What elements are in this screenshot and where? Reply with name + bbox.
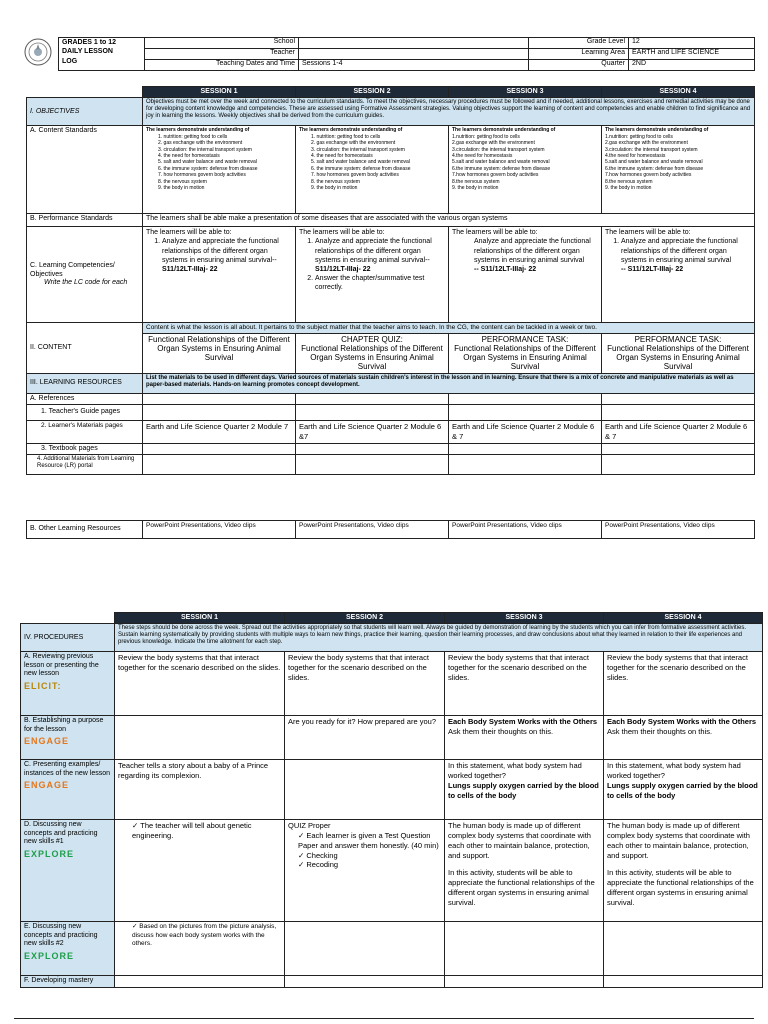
cs-item: 9. the body in motion xyxy=(311,184,358,191)
cs-item: 7. how hormones govern body activities xyxy=(158,172,246,179)
lc-text: Analyze and appreciate the functional relationships of the different organ systems in ensuring animal survival-- xyxy=(162,238,279,264)
header-table xyxy=(58,37,755,71)
proc-b-s2: Are you ready for it? How prepared are you? xyxy=(285,716,445,760)
content-s3 xyxy=(449,333,602,373)
dates-value[interactable]: Sessions 1-4 xyxy=(299,60,529,71)
cs-item: 9. the body in motion xyxy=(605,184,652,191)
teacher-value[interactable] xyxy=(299,49,529,60)
proc-c-s4-question: In this statement, what body system had worked together? xyxy=(607,761,741,781)
session-header-4: SESSION 4 xyxy=(602,87,755,98)
competencies-s4 xyxy=(602,227,755,323)
resources-note: List the materials to be used in different days. Varied sources of materials sustain children's interest in the lesson and in learning. Ensure that there is a mix of concrete and manipulative materials as well as paper-based materials. Hands-on learning promotes concept development. xyxy=(143,373,755,393)
lm-s2: Earth and Life Science Quarter 2 Module 6 &7 xyxy=(296,421,449,444)
objectives-label: I. OBJECTIVES xyxy=(27,98,143,126)
cs-item: 4. the need for homeostasis xyxy=(311,152,373,159)
procedures-note: These steps should be done across the week. Spread out the activities appropriately so that students will learn well. Always be guided by demonstration of learning by the students which you can infer from formative assessment activities. Sustain learning systematically by providing students with multiple ways to learn new things, practice their learning, question their learning processes, and draw conclusions about what they learned in relation to their life experiences and previous knowledge. Indicate the time allotment for each step. xyxy=(115,624,763,652)
bottom-rule xyxy=(14,1018,754,1019)
proc-b-s3-text: Ask them their thoughts on this. xyxy=(448,727,554,737)
cs-item: 9. the body in motion xyxy=(452,184,499,191)
other-resources-s1: PowerPoint Presentations, Video clips xyxy=(143,521,296,539)
header-log: LOG xyxy=(62,57,78,65)
proc-b-s4 xyxy=(604,716,763,760)
lm-s4: Earth and Life Science Quarter 2 Module 6 & 7 xyxy=(602,421,755,444)
cs-item: 3. circulation: the internal transport system xyxy=(158,146,252,153)
procedures-label: IV. PROCEDURES xyxy=(21,624,115,652)
header-dll: DAILY LESSON xyxy=(62,48,113,56)
proc-d-s1 xyxy=(115,820,285,922)
content-title: CHAPTER QUIZ: xyxy=(341,334,403,344)
proc-d-label-cell xyxy=(21,820,115,922)
phase-engage: ENGAGE xyxy=(24,736,70,747)
proc-b-s4-text: Ask them their thoughts on this. xyxy=(607,727,713,737)
cs-item: 5. salt and water balance and waste removal xyxy=(311,159,410,166)
phase-explore: EXPLORE xyxy=(24,848,75,859)
proc-c-label: C. Presenting examples/ instances of the new lesson xyxy=(24,761,110,777)
session-header-2: SESSION 2 xyxy=(296,87,449,98)
proc-e-s1-item: ✓ Based on the pictures from the picture analysis, discuss how each body system works with the others. xyxy=(132,923,281,948)
content-title: PERFORMANCE TASK: xyxy=(634,334,722,344)
proc-c-s3 xyxy=(445,760,604,820)
content-note: Content is what the lesson is all about. It pertains to the subject matter that the teacher aims to teach. In the CG, the content can be tackled in a week or two. xyxy=(143,323,755,333)
lc-text: Analyze and appreciate the functional relationships of the different organ systems in ensuring animal survival-- xyxy=(315,238,432,264)
other-resources-s4: PowerPoint Presentations, Video clips xyxy=(602,521,755,539)
objectives-table xyxy=(26,86,755,475)
cs-item: 1. nutrition: getting food to cells xyxy=(311,133,381,140)
lc-code: -- S11/12LT-IIIaj- 22 xyxy=(621,265,684,273)
proc-d-s3-p1: The human body is made up of different complex body systems that coordinate with each other to maintain balance, protection, and support. xyxy=(448,821,591,860)
proc-b-s4-title: Each Body System Works with the Others xyxy=(607,717,757,727)
proc-e-label: E. Discussing new concepts and practicing new skills #2 xyxy=(24,923,98,948)
cs-item: 5.salt and water balance and waste removal xyxy=(605,159,703,166)
proc-a-s2: Review the body systems that that interact together for the scenario described on the slides. xyxy=(285,652,445,716)
competencies-s1 xyxy=(143,227,296,323)
cs-item: 5.salt and water balance and waste removal xyxy=(452,159,550,166)
quarter-value[interactable]: 2ND xyxy=(629,60,755,71)
cs-item: 3.circulation: the internal transport system xyxy=(605,146,698,153)
cs-item: 1. nutrition: getting food to cells xyxy=(158,133,228,140)
proc-a-label: A. Reviewing previous lesson or presenting the new lesson xyxy=(24,653,99,678)
lc-intro: The learners will be able to: xyxy=(605,229,691,237)
cs-list-s1 xyxy=(146,134,292,192)
performance-standards-text: The learners shall be able make a presentation of some diseases that are associated with the various organ systems xyxy=(143,214,755,227)
dates-label: Teaching Dates and Time xyxy=(145,60,299,71)
proc-e-label-cell xyxy=(21,922,115,976)
proc-d-s2-title: QUIZ Proper xyxy=(288,821,331,831)
proc-d-label: D. Discussing new concepts and practicing new skills #1 xyxy=(24,821,98,846)
proc-d-s2-item: ✓ Recoding xyxy=(298,860,441,870)
proc-b-label: B. Establishing a purpose for the lesson xyxy=(24,717,104,733)
proc-e-s1 xyxy=(115,922,285,976)
phase-elicit: ELICIT: xyxy=(24,680,62,691)
cs-item: 4.the need for homeostasis xyxy=(605,152,666,159)
content-title: PERFORMANCE TASK: xyxy=(481,334,569,344)
lm-pages-label: 2. Learner's Materials pages xyxy=(27,421,143,444)
textbook-label: 3. Textbook pages xyxy=(27,443,143,454)
cs-intro: The learners demonstrate understanding of xyxy=(299,127,403,134)
proc-session-header-4: SESSION 4 xyxy=(604,613,763,624)
content-label: II. CONTENT xyxy=(27,323,143,373)
school-label: School xyxy=(145,38,299,49)
cs-item: 2. gas exchange with the environment xyxy=(311,140,396,147)
content-s2 xyxy=(296,333,449,373)
additional-materials-label: 4. Additional Materials from Learning Resource (LR) portal xyxy=(27,454,143,474)
cs-item: 2. gas exchange with the environment xyxy=(158,140,243,147)
proc-a-label-cell xyxy=(21,652,115,716)
cs-item: 8. the nervous system xyxy=(158,178,207,185)
cs-item: 6.the immune system: defense from disease xyxy=(452,165,551,172)
objectives-note: Objectives must be met over the week and connected to the curriculum standards. To meet the objectives, necessary procedures must be followed and if needed, additional lessons, exercises and remedial activities may be done for developing content knowledge and competencies. These are assessed using Formative Assessment strategies. Valuing objectives support the learning of content and competencies and enable children to find significance and joy in learning the lessons. Weekly objectives shall be derived from the curriculum guides. xyxy=(143,98,755,126)
content-s1: Functional Relationships of the Different Organ Systems in Ensuring Animal Survival xyxy=(143,333,296,373)
proc-c-s3-answer: Lungs supply oxygen carried by the blood to cells of the body xyxy=(448,780,599,800)
cs-item: 2.gas exchange with the environment xyxy=(452,140,535,147)
cs-item: 4.the need for homeostasis xyxy=(452,152,513,159)
header-grades: GRADES 1 to 12 xyxy=(62,39,117,46)
proc-e-s1-list xyxy=(118,923,281,948)
lc-text: Analyze and appreciate the functional relationships of the different organ systems in ensuring animal survival xyxy=(621,238,738,264)
proc-session-header-1: SESSION 1 xyxy=(115,613,285,624)
proc-d-s4-p1: The human body is made up of different complex body systems that coordinate with each other to maintain balance, protection, and support. xyxy=(607,821,750,860)
lc-item xyxy=(162,237,292,273)
lc-intro: The learners will be able to: xyxy=(146,229,232,237)
cs-item: 3.circulation: the internal transport system xyxy=(452,146,545,153)
cs-item: 3. circulation: the internal transport system xyxy=(311,146,405,153)
cs-item: 1.nutrition: getting food to cells xyxy=(605,133,673,140)
proc-d-s1-item: ✓ The teacher will tell about genetic engineering. xyxy=(132,821,281,841)
content-s4 xyxy=(602,333,755,373)
content-text: Functional Relationships of the Different Organ Systems in Ensuring Animal Survival xyxy=(607,344,749,372)
other-resources-table xyxy=(26,520,755,539)
proc-c-s1: Teacher tells a story about a baby of a Prince regarding its complexion. xyxy=(115,760,285,820)
lc-code: S11/12LT-IIIaj- 22 xyxy=(162,265,218,273)
proc-d-s3 xyxy=(445,820,604,922)
content-standards-label: A. Content Standards xyxy=(27,126,143,214)
teacher-label: Teacher xyxy=(145,49,299,60)
cs-item: 9. the body in motion xyxy=(158,184,205,191)
proc-c-s4 xyxy=(604,760,763,820)
content-standards-s3 xyxy=(449,126,602,214)
cs-intro: The learners demonstrate understanding of xyxy=(146,127,250,134)
lm-s3: Earth and Life Science Quarter 2 Module 6 & 7 xyxy=(449,421,602,444)
lc-code: S11/12LT-IIIaj- 22 xyxy=(315,265,371,273)
cs-item: 6.the immune system: defense from disease xyxy=(605,165,704,172)
cs-item: 7.how hormones govern body activities xyxy=(605,172,692,179)
lc-item xyxy=(621,237,751,273)
proc-d-s2 xyxy=(285,820,445,922)
session-header-3: SESSION 3 xyxy=(449,87,602,98)
competencies-s2 xyxy=(296,227,449,323)
proc-b-s3-title: Each Body System Works with the Others xyxy=(448,717,598,727)
other-resources-s3: PowerPoint Presentations, Video clips xyxy=(449,521,602,539)
phase-engage: ENGAGE xyxy=(24,780,70,791)
cs-item: 5. salt and water balance and waste removal xyxy=(158,159,257,166)
lc-list xyxy=(605,237,751,273)
lc-item xyxy=(315,237,445,273)
lc-list xyxy=(299,237,445,292)
proc-d-s3-p2: In this activity, students will be able to appreciate the functional relationships of the different organ systems in ensuring animal survival. xyxy=(448,868,595,907)
cs-item: 8.the nervous system xyxy=(452,178,500,185)
lc-intro: The learners will be able to: xyxy=(452,229,538,237)
proc-c-s4-answer: Lungs supply oxygen carried by the blood to cells of the body xyxy=(607,780,758,800)
proc-d-s1-list xyxy=(118,821,281,841)
cs-item: 2.gas exchange with the environment xyxy=(605,140,688,147)
proc-session-header-2: SESSION 2 xyxy=(285,613,445,624)
cs-list-s2 xyxy=(299,134,445,192)
references-label: A. References xyxy=(27,393,143,404)
cs-item: 7.how hormones govern body activities xyxy=(452,172,539,179)
grade-level-label: Grade Level xyxy=(529,38,629,49)
proc-c-label-cell xyxy=(21,760,115,820)
proc-a-s3: Review the body systems that that interact together for the scenario described on the slides. xyxy=(445,652,604,716)
grade-level-value[interactable]: 12 xyxy=(629,38,755,49)
competencies-label: C. Learning Competencies/ Objectives xyxy=(30,262,115,278)
proc-session-header-3: SESSION 3 xyxy=(445,613,604,624)
lc-list xyxy=(146,237,292,273)
proc-d-s2-list xyxy=(288,831,441,870)
cs-item: 6. the immune system: defense from disease xyxy=(311,165,411,172)
lc-code: -- S11/12LT-IIIaj- 22 xyxy=(474,265,537,273)
competencies-s3 xyxy=(449,227,602,323)
lc-intro: The learners will be able to: xyxy=(299,229,385,237)
proc-b-label-cell xyxy=(21,716,115,760)
performance-standards-label: B. Performance Standards xyxy=(27,214,143,227)
proc-d-s4-p2: In this activity, students will be able to appreciate the functional relationships of the different organ systems in ensuring animal survival. xyxy=(607,868,754,907)
cs-item: 8.the nervous system xyxy=(605,178,653,185)
proc-a-s1: Review the body systems that that interact together for the scenario described on the slides. xyxy=(115,652,285,716)
proc-b-s3 xyxy=(445,716,604,760)
proc-c-s3-question: In this statement, what body system had worked together? xyxy=(448,761,582,781)
proc-d-s2-item: ✓ Checking xyxy=(298,851,441,861)
deped-seal-logo xyxy=(24,38,52,66)
proc-f-label: F. Developing mastery xyxy=(21,976,115,988)
quarter-label: Quarter xyxy=(529,60,629,71)
tg-pages-label: 1. Teacher's Guide pages xyxy=(27,405,143,421)
content-text: Functional Relationships of the Different Organ Systems in Ensuring Animal Survival xyxy=(301,344,443,372)
content-standards-s1 xyxy=(143,126,296,214)
lc-block xyxy=(452,237,598,273)
other-resources-s2: PowerPoint Presentations, Video clips xyxy=(296,521,449,539)
content-standards-s4 xyxy=(602,126,755,214)
competencies-label-cell xyxy=(27,227,143,323)
proc-a-s4: Review the body systems that that interact together for the scenario described on the slides. xyxy=(604,652,763,716)
school-value[interactable] xyxy=(299,38,529,49)
phase-explore: EXPLORE xyxy=(24,950,75,961)
other-resources-label: B. Other Learning Resources xyxy=(27,521,143,539)
learning-area-label: Learning Area xyxy=(529,49,629,60)
procedures-table xyxy=(20,612,763,988)
competencies-sublabel: Write the LC code for each xyxy=(44,279,128,287)
lc-item: 2. Answer the chapter/summative test correctly. xyxy=(315,274,445,292)
content-text: Functional Relationships of the Different Organ Systems in Ensuring Animal Survival xyxy=(454,344,596,372)
cs-item: 1.nutrition: getting food to cells xyxy=(452,133,520,140)
cs-item: 4. the need for homeostasis xyxy=(158,152,220,159)
cs-intro: The learners demonstrate understanding of xyxy=(605,127,709,134)
cs-item: 8. the nervous system xyxy=(311,178,360,185)
cs-item: 7. how hormones govern body activities xyxy=(311,172,399,179)
session-header-1: SESSION 1 xyxy=(143,87,296,98)
lc-text: Analyze and appreciate the functional relationships of the different organ systems in ensuring animal survival xyxy=(474,238,591,264)
lm-s1: Earth and Life Science Quarter 2 Module 7 xyxy=(143,421,296,444)
learning-area-value[interactable]: EARTH and LIFE SCIENCE xyxy=(629,49,755,60)
cs-intro: The learners demonstrate understanding of xyxy=(452,127,556,134)
content-standards-s2 xyxy=(296,126,449,214)
proc-d-s2-item: ✓ Each learner is given a Test Question Paper and answer them honestly. (40 min) xyxy=(298,831,441,851)
proc-d-s4 xyxy=(604,820,763,922)
cs-item: 6. the immune system: defense from disease xyxy=(158,165,258,172)
resources-label: III. LEARNING RESOURCES xyxy=(27,373,143,393)
